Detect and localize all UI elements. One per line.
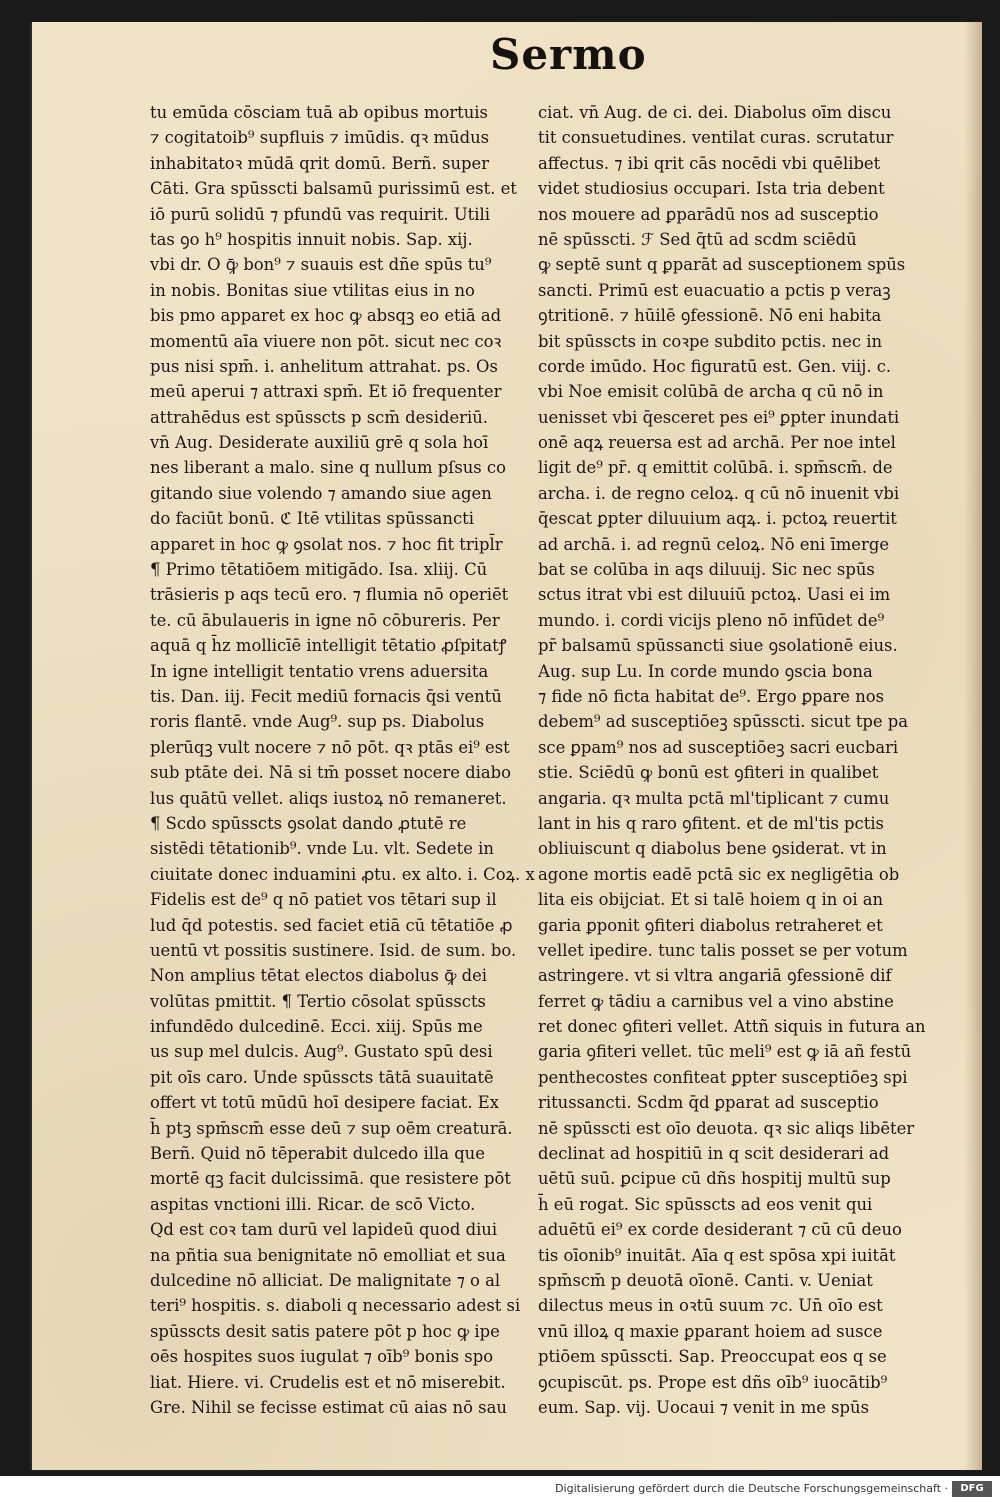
text-line: tis. Dan. iij. Fecit mediū fornacis q̄si ventū — [150, 686, 502, 706]
text-line: lant in his q raro ꝯfitent. et de ml'tis pctis — [538, 813, 884, 833]
text-line: ritussancti. Scdm q̄d ꝑparat ad susceptio — [538, 1093, 879, 1113]
text-line: Gre. Nihil se fecisse estimat cū aias nō sau — [150, 1397, 507, 1417]
text-line: nē spūsscti est oīo deuota. qꝛ sic aliqs libēter — [538, 1118, 915, 1138]
text-line: liat. Hiere. vi. Crudelis est et nō miserebit. — [150, 1372, 506, 1392]
text-line: pr̄ balsamū spūssancti siue ꝯsolationē eius. — [538, 636, 898, 656]
text-line: Fidelis est de⁹ q nō patiet vos tētari sup il — [150, 890, 497, 910]
text-line: sce ꝑpam⁹ nos ad susceptiōeꝫ sacri eucbari — [538, 737, 899, 757]
text-line: mundo. i. cordi vicijs pleno nō infūdet de⁹ — [538, 610, 885, 630]
text-line: q̄escat ꝑpter diluuium aqꝝ. i. pctoꝝ reuertit — [538, 509, 897, 529]
text-line: bat se colūba in aqs diluuij. Sic nec spūs — [538, 560, 875, 580]
text-line: uētū suū. ꝑcipue cū dñs hospitij multū sup — [538, 1169, 891, 1189]
text-line: sub ptāte dei. Nā si tm̄ posset nocere diabo — [150, 763, 511, 783]
text-line: pit oīs caro. Unde spūsscts tātā suauitatē — [150, 1067, 494, 1087]
text-line: vn̄ Aug. Desiderate auxiliū grē q sola hoī — [150, 433, 489, 453]
text-line: bis pmo apparet ex hoc ꝙ absqꝫ eo etiā ad — [150, 306, 502, 326]
text-line: nē spūsscti. ℱ Sed q̄tū ad scdm sciēdū — [538, 229, 857, 249]
text-line: offert vt totū mūdū hoī desipere faciat. Ex — [150, 1093, 499, 1113]
text-line: tit consuetudines. ventilat curas. scrutatur — [538, 128, 894, 148]
text-line: spūsscts desit satis patere pōt p hoc ꝙ ipe — [150, 1321, 500, 1341]
text-line: infundēdo dulcedinē. Ecci. xiij. Spūs me — [150, 1017, 483, 1037]
text-line: affectus. ⁊ ibi qrit cās nocēdi vbi quēlibet — [538, 153, 881, 173]
text-line: ꝙ septē sunt q ꝑparāt ad susceptionem spūs — [538, 255, 906, 275]
text-line: Berñ. Quid nō tēperabit dulcedo illa que — [150, 1144, 485, 1164]
text-line: garia ꝯfiteri vellet. tūc meli⁹ est ꝙ iā añ festū — [538, 1042, 912, 1062]
text-line: archa. i. de regno celoꝝ. q cū nō inuenit vbi — [538, 483, 900, 503]
text-line: obliuiscunt q diabolus bene ꝯsiderat. vt in — [538, 839, 887, 859]
text-line: lud q̄d potestis. sed faciet etiā cū tētatiōe ꝓ — [150, 915, 513, 935]
text-line: iō purū solidū ⁊ pfundū vas requirit. Utili — [150, 204, 490, 224]
text-line: bit spūsscts in coꝛpe subdito pctis. nec in — [538, 331, 883, 351]
text-line: do faciūt bonū. ℭ Itē vtilitas spūssancti — [150, 509, 474, 529]
text-line: angaria. qꝛ multa pctā ml'tiplicant ⁊ cumu — [538, 788, 890, 808]
text-line: momentū aīa viuere non pōt. sicut nec coꝛ — [150, 331, 502, 351]
text-line: eum. Sap. vij. Uocaui ⁊ venit in me spūs — [538, 1397, 870, 1417]
text-line: uentū vt possitis sustinere. Isid. de sum. bo. — [150, 940, 517, 960]
text-line: Non amplius tētat electos diabolus ꝙ̄ dei — [150, 966, 488, 986]
text-line: vellet ipedire. tunc talis posset se per votum — [538, 940, 908, 960]
text-line: tas ꝯo h⁹ hospitis innuit nobis. Sap. xij. — [150, 229, 473, 249]
text-line: gitando siue volendo ⁊ amando siue agen — [150, 483, 492, 503]
text-line: sistēdi tētationib⁹. vnde Lu. vlt. Sedete in — [150, 839, 494, 859]
text-line: na pñtia sua benignitate nō emolliat et sua — [150, 1245, 506, 1265]
text-line: lita eis obijciat. Et si talē hoiem q in oi an — [538, 890, 884, 910]
text-line: ret donec ꝯfiteri vellet. Attñ siquis in futura an — [538, 1017, 926, 1037]
text-line: garia ꝑponit ꝯfiteri diabolus retraheret et — [538, 915, 883, 935]
text-line: te. cū ābulaueris in igne nō cōbureris. Per — [150, 610, 500, 630]
left-text-column — [150, 100, 550, 1420]
text-line: mortē qꝫ facit dulcissimā. que resistere pōt — [150, 1169, 511, 1189]
footer-credit: Digitalisierung gefördert durch die Deutsche Forschungsgemeinschaft · — [555, 1482, 948, 1495]
text-line: aspitas vnctioni illi. Ricar. de scō Victo. — [150, 1194, 476, 1214]
text-line: tis oīonib⁹ inuitāt. Aīa q est spōsa xpi iuitāt — [538, 1245, 896, 1265]
page-edge-shadow — [964, 22, 982, 1470]
text-line: ꝯcupiscūt. ps. Prope est dñs oīb⁹ iuocātib⁹ — [538, 1372, 888, 1392]
text-line: vnū illoꝝ q maxie ꝑparant hoiem ad susce — [538, 1321, 883, 1341]
text-line: oēs hospites suos iugulat ⁊ oīb⁹ bonis spo — [150, 1347, 494, 1367]
text-line: ⁊ cogitatoib⁹ supfluis ⁊ imūdis. qꝛ mūdus — [150, 128, 490, 148]
text-line: ad archā. i. ad regnū celoꝝ. Nō eni īmerge — [538, 534, 890, 554]
text-line: plerūqꝫ vult nocere ⁊ nō pōt. qꝛ ptās ei⁹ est — [150, 737, 510, 757]
text-line: meū aperui ⁊ attraxi spm̄. Et iō frequenter — [150, 382, 502, 402]
dfg-logo: DFG — [952, 1481, 992, 1497]
text-line: ferret ꝙ tādiu a carnibus vel a vino abstine — [538, 991, 894, 1011]
text-line: sctus itrat vbi est diluuiū pctoꝝ. Uasi ei im — [538, 585, 891, 605]
text-line: ¶ Scdo spūsscts ꝯsolat dando ꝓtutē re — [150, 813, 467, 833]
text-line: trāsieris p aqs tecū ero. ⁊ flumia nō operiēt — [150, 585, 509, 605]
text-line: uenisset vbi q̄esceret pes ei⁹ ꝑpter inundati — [538, 407, 900, 427]
text-line: h̄ ptꝫ spm̄scm̄ esse deū ⁊ sup oēm creaturā. — [150, 1118, 513, 1138]
text-line: spm̄scm̄ p deuotā oīonē. Canti. v. Ueniat — [538, 1270, 873, 1290]
text-line: vbi dr. O ꝙ̄ bon⁹ ⁊ suauis est dñe spūs tu⁹ — [150, 255, 492, 275]
text-line: attrahēdus est spūsscts p scm̄ desideriū. — [150, 407, 488, 427]
text-line: ⁊ fide nō ficta habitat de⁹. Ergo ꝑpare nos — [538, 686, 885, 706]
text-line: declinat ad hospitiū in q scit desiderari ad — [538, 1144, 890, 1164]
text-line: aquā q h̄z mollicīē intelligit tētatio ꝓſpitatꝭ — [150, 636, 507, 656]
text-line: In igne intelligit tentatio vrens aduersita — [150, 661, 489, 681]
text-line: ¶ Primo tētatiōem mitigādo. Isa. xliij. Cū — [150, 560, 488, 580]
text-line: h̄ eū rogat. Sic spūsscts ad eos venit qui — [538, 1194, 873, 1214]
text-line: roris flantē. vnde Aug⁹. sup ps. Diabolus — [150, 712, 485, 732]
text-line: aduētū ei⁹ ex corde desiderant ⁊ cū cū deuo — [538, 1220, 902, 1240]
text-line: ligit de⁹ pr̄. q emittit colūbā. i. spm̄scm̄. de — [538, 458, 893, 478]
text-line: ptiōem spūsscti. Sap. Preoccupat eos q se — [538, 1347, 887, 1367]
text-line: Aug. sup Lu. In corde mundo ꝯscia bona — [538, 661, 873, 681]
text-line: videt studiosius occupari. Ista tria debent — [538, 179, 885, 199]
text-line: nos mouere ad ꝑparādū nos ad susceptio — [538, 204, 879, 224]
text-line: apparet in hoc ꝙ ꝯsolat nos. ⁊ hoc fit tripl̄r — [150, 534, 503, 554]
text-line: volūtas pmittit. ¶ Tertio cōsolat spūsscts — [150, 991, 486, 1011]
text-line: pus nisi spm̄. i. anhelitum attrahat. ps. Os — [150, 356, 498, 376]
right-text-column — [538, 100, 938, 1420]
text-line: stie. Sciēdū ꝙ bonū est ꝯfiteri in qualibet — [538, 763, 879, 783]
text-line: nes liberant a malo. sine q nullum pſsus co — [150, 458, 506, 478]
footer-bar — [0, 1476, 1000, 1503]
text-line: debem⁹ ad susceptiōeꝫ spūsscti. sicut tpe pa — [538, 712, 909, 732]
text-line: penthecostes confiteat ꝑpter susceptiōeꝫ spi — [538, 1067, 908, 1087]
text-line: ciuitate donec induamini ꝓtu. ex alto. i. Coꝝ. x — [150, 864, 535, 884]
text-line: in nobis. Bonitas siue vtilitas eius in no — [150, 280, 475, 300]
text-line: corde imūdo. Hoc figuratū est. Gen. viij. c. — [538, 356, 892, 376]
text-line: dilectus meus in oꝛtū suum ⁊c. Un̄ oīo est — [538, 1296, 883, 1316]
text-line: us sup mel dulcis. Aug⁹. Gustato spū desi — [150, 1042, 493, 1062]
text-line: vbi Noe emisit colūbā de archa q cū nō in — [538, 382, 884, 402]
text-line: tu emūda cōsciam tuā ab opibus mortuis — [150, 103, 488, 122]
text-line: onē aqꝝ reuersa est ad archā. Per noe intel — [538, 433, 896, 453]
text-line: dulcedine nō alliciat. De malignitate ⁊ o al — [150, 1270, 501, 1290]
text-line: teri⁹ hospitis. s. diaboli q necessario adest si — [150, 1296, 521, 1316]
text-line: agone mortis eadē pctā sic ex negligētia ob — [538, 864, 900, 884]
text-line: ciat. vn̄ Aug. de ci. dei. Diabolus oīm discu — [538, 103, 892, 122]
text-line: Qd est coꝛ tam durū vel lapideū quod diui — [150, 1220, 498, 1240]
text-line: astringere. vt si vltra angariā ꝯfessionē dif — [538, 966, 892, 986]
text-line: inhabitatoꝛ mūdā qrit domū. Berñ. super — [150, 153, 490, 173]
text-line: sancti. Primū est euacuatio a pctis p veraꝫ — [538, 280, 891, 300]
running-head: Sermo — [490, 30, 647, 79]
text-line: ꝯtritionē. ⁊ hūilē ꝯfessionē. Nō eni habita — [538, 306, 882, 326]
text-line: Cāti. Gra spūsscti balsamū purissimū est. et — [150, 179, 517, 199]
text-line: lus quātū vellet. aliqs iustoꝝ nō remaneret. — [150, 788, 507, 808]
